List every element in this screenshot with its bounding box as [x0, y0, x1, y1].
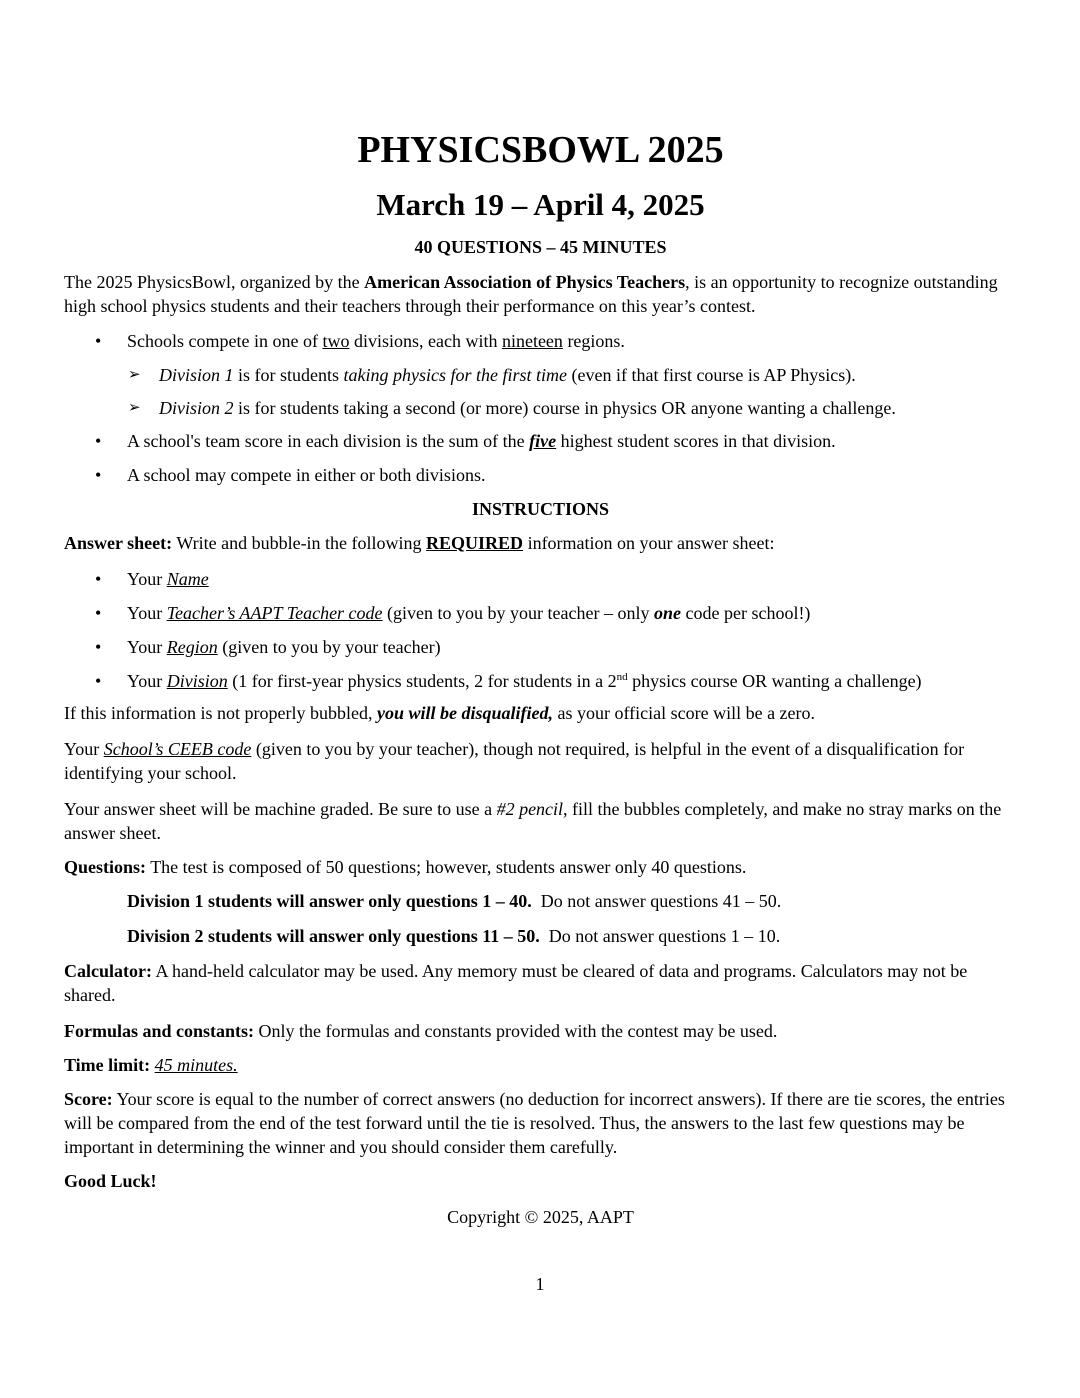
item-text: (given to you by your teacher – only — [382, 603, 654, 623]
rule-text: A school's team score in each division is the sum of the — [127, 431, 530, 451]
rule-bullet-divisions — [64, 329, 1017, 353]
emph-one: one — [653, 603, 681, 623]
required-item-region — [64, 635, 1017, 659]
rule-subitem-division-2 — [64, 396, 1017, 420]
division-2-questions — [64, 924, 1017, 948]
bullet-icon: • — [95, 671, 102, 691]
rule-text: is for students taking a second (or more) course in physics OR anyone wanting a challenge. — [233, 398, 896, 418]
division-1-label: Division 1 — [159, 365, 234, 385]
item-field: Name — [166, 569, 209, 589]
intro-text: The 2025 PhysicsBowl, organized by the — [64, 272, 365, 292]
item-field: Division — [166, 671, 228, 691]
calculator-paragraph — [64, 959, 1017, 1007]
arrow-bullet-icon: ➢ — [128, 367, 141, 383]
division-2-label: Division 2 — [159, 398, 234, 418]
organization-name: American Association of Physics Teachers — [364, 272, 686, 292]
rule-subitem-division-1 — [64, 363, 1017, 387]
required-item-division — [64, 669, 1017, 693]
item-field: Teacher’s AAPT Teacher code — [166, 603, 383, 623]
para-text: Do not answer questions 41 – 50. — [531, 891, 782, 911]
ceeb-code-field: School’s CEEB code — [103, 739, 252, 759]
para-text: A hand-held calculator may be used. Any memory must be cleared of data and programs. Calculators may not be shared. — [64, 961, 968, 1005]
emph-nineteen: nineteen — [501, 331, 563, 351]
contest-format: 40 QUESTIONS – 45 MINUTES — [414, 237, 667, 257]
time-limit-value: 45 minutes. — [154, 1055, 238, 1075]
good-luck: Good Luck! — [64, 1171, 157, 1191]
section-label: Time limit: — [64, 1055, 151, 1075]
item-text: Your — [127, 637, 167, 657]
intro-paragraph — [64, 270, 1017, 318]
required-emphasis: REQUIRED — [426, 533, 524, 553]
item-field: Region — [166, 637, 218, 657]
copyright: Copyright © 2025, AAPT — [447, 1207, 634, 1227]
required-item-name — [64, 567, 1017, 591]
item-text: (1 for first-year physics students, 2 for students in a 2 — [227, 671, 617, 691]
rule-text: is for students — [233, 365, 344, 385]
para-text: Your score is equal to the number of correct answers (no deduction for incorrect answers). If there are tie scores, the entries will be compared from the end of the test forward until the tie is resolved. Thus, the answers to the last few questions may be important in determining the winner and you should consider them carefully. — [64, 1089, 1005, 1157]
item-text: (given to you by your teacher) — [217, 637, 441, 657]
section-label: Calculator: — [64, 961, 152, 981]
rule-bullet-both-divisions — [64, 463, 1017, 487]
disqualification-paragraph — [64, 701, 1017, 725]
para-text: as your official score will be a zero. — [552, 703, 816, 723]
answer-sheet-paragraph — [64, 531, 1017, 555]
para-text: The test is composed of 50 questions; however, students answer only 40 questions. — [146, 857, 747, 877]
division-1-range: Division 1 students will answer only questions 1 – 40. — [127, 891, 532, 911]
item-text: Your — [127, 569, 167, 589]
document-body — [64, 270, 1017, 1229]
rule-emphasis: taking physics for the first time — [343, 365, 567, 385]
intro-text-end: , is an opportunity to recognize outstanding high school physics students and their teachers through their performance on this year’s contest. — [64, 272, 998, 316]
para-text: , fill the bubbles completely, and make no stray marks on the answer sheet. — [64, 799, 1002, 843]
item-text: Your — [127, 603, 167, 623]
para-text: Your — [64, 739, 104, 759]
bullet-icon: • — [95, 569, 102, 589]
arrow-bullet-icon: ➢ — [128, 400, 141, 416]
score-paragraph — [64, 1087, 1017, 1159]
para-text: Do not answer questions 1 – 10. — [539, 926, 781, 946]
section-label: Answer sheet: — [64, 533, 173, 553]
disqualified-emphasis: you will be disqualified, — [376, 703, 553, 723]
page-number: 1 — [535, 1274, 545, 1294]
para-text: information on your answer sheet: — [523, 533, 775, 553]
contest-dates: March 19 – April 4, 2025 — [376, 187, 705, 222]
para-text: Write and bubble-in the following — [172, 533, 427, 553]
bullet-icon: • — [95, 637, 102, 657]
rule-text: Schools compete in one of — [127, 331, 323, 351]
para-text: (given to you by your teacher), though not required, is helpful in the event of a disqualification for identifying your school. — [64, 739, 965, 783]
section-label: Questions: — [64, 857, 147, 877]
bullet-icon: • — [95, 431, 102, 451]
para-text: Only the formulas and constants provided with the contest may be used. — [254, 1021, 778, 1041]
section-label: Formulas and constants: — [64, 1021, 255, 1041]
required-item-teacher-code — [64, 601, 1017, 625]
page-title: PHYSICSBOWL 2025 — [357, 129, 724, 171]
bullet-icon: • — [95, 331, 102, 351]
item-text: physics course OR wanting a challenge) — [627, 671, 922, 691]
rule-text: A school may compete in either or both divisions. — [127, 465, 486, 485]
rule-text: regions. — [562, 331, 625, 351]
division-2-range: Division 2 students will answer only questions 11 – 50. — [127, 926, 540, 946]
machine-graded-paragraph — [64, 797, 1017, 845]
ceeb-paragraph — [64, 737, 1017, 785]
bullet-icon: • — [95, 465, 102, 485]
rule-text: divisions, each with — [349, 331, 502, 351]
instructions-heading: INSTRUCTIONS — [471, 499, 610, 519]
para-text: If this information is not properly bubbled, — [64, 703, 377, 723]
division-1-questions — [64, 889, 1017, 913]
item-text: code per school!) — [680, 603, 811, 623]
formulas-paragraph — [64, 1019, 1017, 1043]
emph-two: two — [322, 331, 350, 351]
time-limit-paragraph — [64, 1053, 1017, 1077]
questions-paragraph — [64, 855, 1017, 879]
para-text: Your answer sheet will be machine graded. Be sure to use a — [64, 799, 497, 819]
emph-five: five — [529, 431, 557, 451]
rule-text: (even if that first course is AP Physics). — [566, 365, 856, 385]
rule-text: highest student scores in that division. — [556, 431, 836, 451]
rule-bullet-team-score — [64, 429, 1017, 453]
bullet-icon: • — [95, 603, 102, 623]
superscript: nd — [616, 671, 628, 683]
section-label: Score: — [64, 1089, 113, 1109]
item-text: Your — [127, 671, 167, 691]
pencil-emphasis: #2 pencil — [496, 799, 564, 819]
